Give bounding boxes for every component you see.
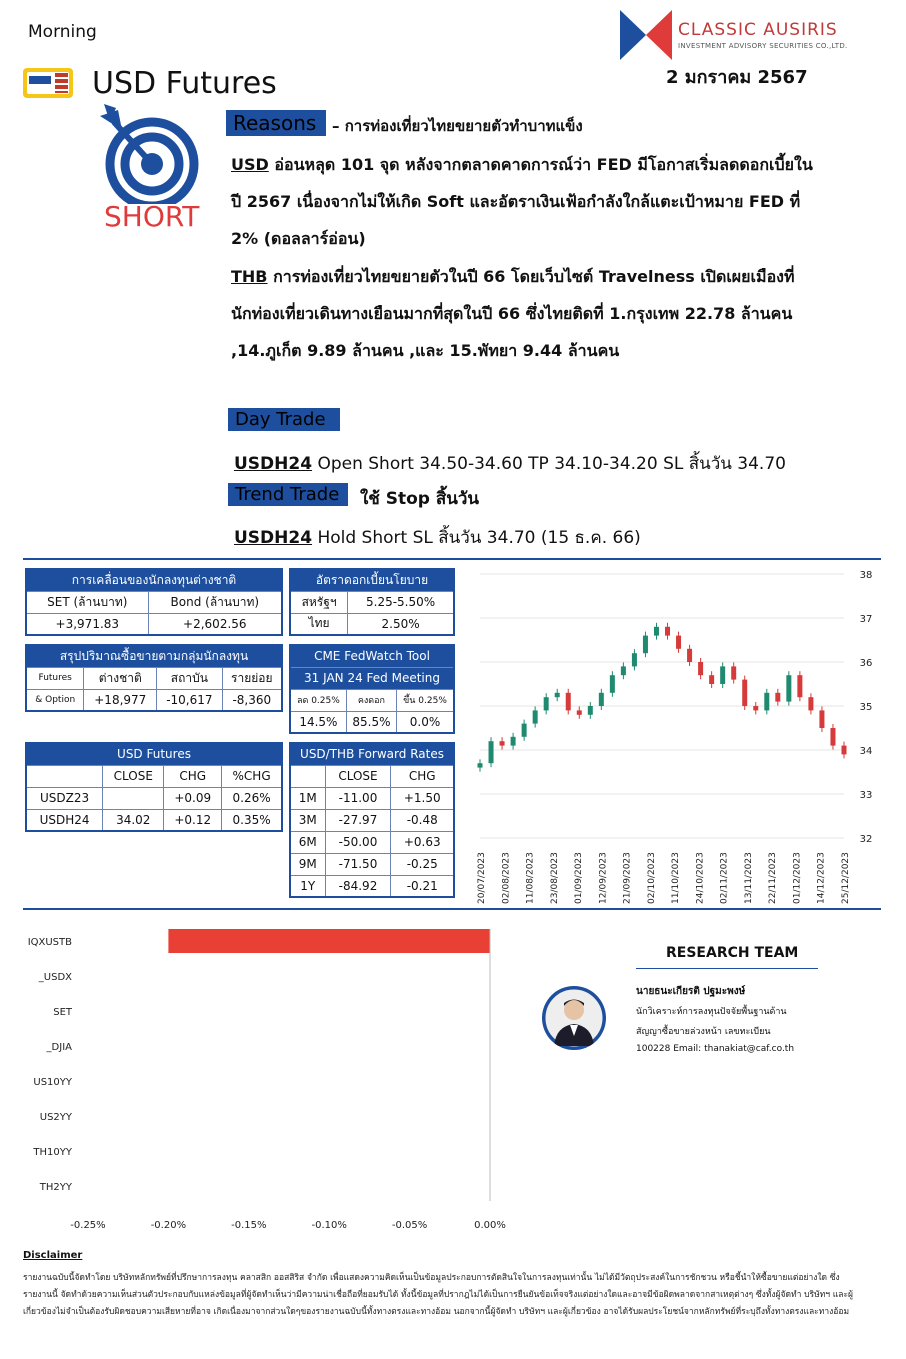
price-chart-candle [500,741,505,745]
bar-chart-category-label: SET [53,1007,72,1018]
investor-summary-table [25,644,283,712]
price-chart-candle [544,697,549,710]
bar-chart-category-label: US10YY [33,1077,72,1088]
investor-value-retail: -8,360 [222,689,282,711]
forward-6m-close: -50.00 [325,831,391,853]
price-chart-candle [665,627,670,636]
forward-rates-table [289,742,455,898]
price-chart-candle [842,746,847,755]
usd-futures-header-chg: CHG [164,765,222,787]
analyst-contact: 100228 Email: thanakiat@caf.co.th [636,1044,795,1054]
usd-futures-row-2-close: 34.02 [103,809,164,831]
forward-1m-tenor: 1M [290,787,325,809]
analyst-name: นายธนะเกียรติ ปฐมะพงษ์ [636,986,746,997]
price-chart-candle [654,627,659,636]
fedwatch-header-cut: ลด 0.25% [290,689,346,711]
bar-chart-x-tick: -0.20% [150,1220,187,1231]
usd-futures-table [25,742,283,832]
usd-futures-header-blank [26,765,103,787]
analyst-avatar [542,986,606,1050]
price-chart-x-tick: 20/07/2023 [477,852,487,904]
bar-chart-x-tick: -0.25% [70,1220,106,1231]
price-chart-x-tick: 25/12/2023 [841,852,851,904]
price-chart-candle [764,693,769,711]
price-chart-x-tick: 21/09/2023 [622,852,633,904]
foreign-flow-col-bond: Bond (ล้านบาท) [148,591,282,613]
day-trade-tag: Day Trade [228,408,340,431]
investor-row-label-1: Futures [26,667,84,689]
session-label: Morning [28,22,97,42]
bar-chart-x-tick: -0.05% [391,1220,428,1231]
interest-rate-table [289,568,455,636]
price-chart-x-tick: 22/11/2023 [768,852,779,904]
usd-futures-badge-icon [23,68,73,98]
bar-chart-category-label: _DJIA [46,1042,72,1053]
report-date: 2 มกราคม 2567 [666,67,808,88]
usd-reason [231,146,871,257]
investor-header-retail: รายย่อย [222,667,282,689]
thb-reason-text-3: ,14.ภูเก็ต 9.89 ล้านคน ,และ 15.พัทยา 9.44 ล้านคน [231,341,620,360]
forward-rates-title: USD/THB Forward Rates [290,743,454,765]
bar-chart-category-label: US2YY [39,1112,72,1123]
forward-1y-close: -84.92 [325,875,391,897]
price-chart-candle [599,693,604,706]
price-chart-candle [786,675,791,701]
price-chart-candle [753,706,758,710]
thb-reason-text-2: นักท่องเที่ยวเดินทางเยือนมากที่สุดในปี 66 ซึ่งไทยติดที่ 1.กรุงเทพ 22.78 ล้านคน [231,304,793,323]
price-chart-candle [478,763,483,767]
price-chart-x-tick: 11/08/2023 [525,852,536,904]
fedwatch-table [289,644,455,734]
market-change-bar-chart [20,925,520,1235]
price-chart-y-tick: 38 [859,570,873,581]
investor-row-label-2: & Option [26,689,84,711]
price-chart-y-tick: 35 [859,702,873,713]
bar-chart-category-label: TH2YY [39,1182,72,1193]
thb-reason-text-1: การท่องเที่ยวไทยขยายตัวในปี 66 โดยเว็บไซต์ Travelness เปิดเผยเมืองที่ [267,267,795,286]
price-chart-x-tick: 14/12/2023 [816,852,827,904]
price-chart-candle [577,710,582,714]
forward-header-chg: CHG [391,765,454,787]
price-chart-candle [819,710,824,728]
price-chart-x-tick: 12/09/2023 [598,852,609,904]
bar-chart-x-tick: -0.10% [311,1220,347,1231]
price-chart-x-tick: 02/10/2023 [646,852,657,904]
price-chart-candle [775,693,780,702]
trend-trade-tag: Trend Trade [228,483,348,506]
forward-9m-tenor: 9M [290,853,325,875]
trend-trade-line [234,524,641,551]
disclaimer-title: Disclaimer [23,1250,83,1261]
interest-rate-th-name: ไทย [290,613,348,635]
fedwatch-title: CME FedWatch Tool [290,645,454,667]
price-chart-candle [511,737,516,746]
usd-futures-header-close: CLOSE [103,765,164,787]
usd-futures-row-1-pct: 0.26% [222,787,282,809]
price-chart-candle [720,666,725,684]
investor-header-institution: สถาบัน [157,667,222,689]
day-trade-text: Open Short 34.50-34.60 TP 34.10-34.20 SL สิ้นวัน 34.70 [312,454,786,474]
price-chart-y-tick: 33 [859,790,873,801]
fedwatch-meeting: 31 JAN 24 Fed Meeting [290,667,454,689]
forward-1m-chg: +1.50 [391,787,454,809]
bar-chart-category-label: IQXUSTB [27,937,72,948]
disclaimer-text: รายงานฉบับนี้จัดทำโดย บริษัทหลักทรัพย์ที่ปรึกษาการลงทุน คลาสสิก ออสสิริส จำกัด เพื่อแสดงความคิดเห็นเป็นข้อมูลประกอบการตัดสินใจในการลงทุนเท่านั้น ไม่ได้มีวัตถุประสงค์ในการชักชวน หรือชี้นำให้ซื้อขายแต่อย่างใด ซึ่งรายงานนี้ จัดทำด้วยความเห็นส่วนตัวประกอบกับแหล่งข้อมูลที่ผู้จัดทำเห็นว่ามีความน่าเชื่อถือที่ยอมรับได้ ทั้งนี้ข้อมูลที่ปรากฎไม่ได้เป็นการยืนยันข้อเท็จจริงแต่อย่างใดและอาจมีข้อผิดพลาดจากสาเหตุต่างๆ ซึ่งทั้งผู้จัดทำ บริษัทฯ และผู้เกี่ยวข้องไม่จำเป็นต้องรับผิดชอบความเสียหายที่อาจ เกิดเนื่องมาจากส่วนใดๆของรายงานฉบับนี้ทั้งทางตรงและทางอ้อม นอกจากนี้ผู้จัดทำ บริษัทฯ และผู้เกี่ยวข้อง อาจได้รับผลประโยชน์จากหลักทรัพย์ที่ระบุถึงทั้งทางตรงและทางอ้อม [23,1273,853,1317]
price-chart-candle [632,653,637,666]
price-chart-x-tick: 02/11/2023 [719,852,730,904]
interest-rate-title: อัตราดอกเบี้ยนโยบาย [290,569,454,591]
price-chart-candle [643,636,648,654]
bar-chart-category-label: TH10YY [33,1147,72,1158]
forward-header-close: CLOSE [325,765,391,787]
interest-rate-us-value: 5.25-5.50% [348,591,454,613]
target-dart-icon [100,104,210,204]
interest-rate-th-value: 2.50% [348,613,454,635]
usd-futures-row-1-chg: +0.09 [164,787,222,809]
divider-top [23,558,881,560]
price-chart-candle [588,706,593,715]
fedwatch-header-hold: คงดอก [346,689,396,711]
price-chart-candle [522,724,527,737]
research-team-underline [636,968,818,969]
reasons-tag: Reasons [226,110,326,136]
usd-futures-row-2-symbol: USDH24 [26,809,103,831]
foreign-flow-val-set: +3,971.83 [26,613,148,635]
forward-1y-chg: -0.21 [391,875,454,897]
investor-value-institution: -10,617 [157,689,222,711]
thb-key: THB [231,267,268,286]
price-chart-candle [610,675,615,693]
price-chart-candle [676,636,681,649]
foreign-flow-title: การเคลื่อนของนักลงทุนต่างชาติ [26,569,282,591]
research-team-title: RESEARCH TEAM [666,945,799,961]
forward-9m-close: -71.50 [325,853,391,875]
fedwatch-header-hike: ขึ้น 0.25% [397,689,454,711]
price-chart-candle [489,741,494,763]
interest-rate-us-name: สหรัฐฯ [290,591,348,613]
usd-reason-text-1: อ่อนหลุด 101 จุด หลังจากตลาดคาดการณ์ว่า FED มีโอกาสเริ่มลดดอกเบี้ยใน [268,155,813,174]
price-chart-candle [731,666,736,679]
price-chart-candle [555,693,560,697]
thb-reason [231,258,871,369]
trend-trade-symbol: USDH24 [234,528,313,548]
analyst-role-2: สัญญาซื้อขายล่วงหน้า เลขทะเบียน [636,1027,771,1037]
day-trade-symbol: USDH24 [234,454,313,474]
price-chart [474,566,886,911]
usd-futures-row-1-symbol: USDZ23 [26,787,103,809]
bar-chart-bar [168,929,490,953]
forward-1y-tenor: 1Y [290,875,325,897]
forward-header-blank [290,765,325,787]
company-subtitle: INVESTMENT ADVISORY SECURITIES CO.,LTD. [678,42,848,50]
price-chart-x-tick: 01/12/2023 [792,852,803,904]
price-chart-candle [533,710,538,723]
price-chart-x-tick: 23/08/2023 [549,852,560,904]
bar-chart-x-tick: 0.00% [474,1220,506,1231]
forward-6m-tenor: 6M [290,831,325,853]
thb-reason-line-1 [231,258,871,295]
price-chart-y-tick: 32 [859,834,873,845]
price-chart-candle [830,728,835,746]
person-icon [542,986,606,1050]
day-trade-line [234,450,786,477]
product-title: USD Futures [92,66,277,101]
foreign-flow-col-set: SET (ล้านบาท) [26,591,148,613]
usd-futures-header-pctchg: %CHG [222,765,282,787]
investor-summary-title: สรุปปริมาณซื้อขายตามกลุ่มนักลงทุน [26,645,282,667]
price-chart-x-tick: 24/10/2023 [695,852,706,904]
price-chart-x-tick: 11/10/2023 [671,852,682,904]
fedwatch-value-hike: 0.0% [397,711,454,733]
forward-3m-tenor: 3M [290,809,325,831]
usd-futures-row-2-chg: +0.12 [164,809,222,831]
price-chart-candle [687,649,692,662]
foreign-flow-table [25,568,283,636]
investor-value-foreign: +18,977 [84,689,157,711]
usd-reason-text-3: 2% (ดอลลาร์อ่อน) [231,229,366,248]
price-chart-candle [621,666,626,675]
price-chart-y-tick: 36 [859,658,873,669]
company-name: CLASSIC AUSIRIS [678,20,838,40]
forward-1m-close: -11.00 [325,787,391,809]
divider-bottom [23,908,881,910]
fedwatch-value-hold: 85.5% [346,711,396,733]
price-chart-candle [566,693,571,711]
usd-reason-line-1 [231,146,871,183]
forward-9m-chg: -0.25 [391,853,454,875]
price-chart-y-tick: 34 [859,746,873,757]
forward-3m-close: -27.97 [325,809,391,831]
forward-3m-chg: -0.48 [391,809,454,831]
price-chart-x-tick: 13/11/2023 [743,852,754,904]
usd-futures-row-2-pct: 0.35% [222,809,282,831]
price-chart-candle [742,680,747,706]
price-chart-y-tick: 37 [859,614,873,625]
trend-trade-note: ใช้ Stop สิ้นวัน [360,489,480,509]
price-chart-candle [709,675,714,684]
usd-futures-title: USD Futures [26,743,282,765]
usd-futures-row-1-close [103,787,164,809]
investor-header-foreign: ต่างชาติ [84,667,157,689]
fedwatch-value-cut: 14.5% [290,711,346,733]
bar-chart-x-tick: -0.15% [231,1220,267,1231]
price-chart-candle [698,662,703,675]
foreign-flow-val-bond: +2,602.56 [148,613,282,635]
usd-reason-text-2: ปี 2567 เนื่องจากไม่ให้เกิด Soft และอัตราเงินเฟ้อกำลังใกล้แตะเป้าหมาย FED ที่ [231,192,801,211]
price-chart-candle [797,675,802,697]
company-logo-icon [620,10,672,60]
analyst-role-1: นักวิเคราะห์การลงทุนปัจจัยพื้นฐานด้าน [636,1007,787,1017]
stance-label: SHORT [104,200,200,233]
price-chart-candle [808,697,813,710]
reasons-headline: – การท่องเที่ยวไทยขยายตัวทำบาทแข็ง [332,117,583,135]
trend-trade-text: Hold Short SL สิ้นวัน 34.70 (15 ธ.ค. 66) [312,528,641,548]
price-chart-x-tick: 01/09/2023 [574,852,585,904]
forward-6m-chg: +0.63 [391,831,454,853]
price-chart-x-tick: 02/08/2023 [501,852,512,904]
bar-chart-category-label: _USDX [38,972,72,983]
usd-key: USD [231,155,269,174]
